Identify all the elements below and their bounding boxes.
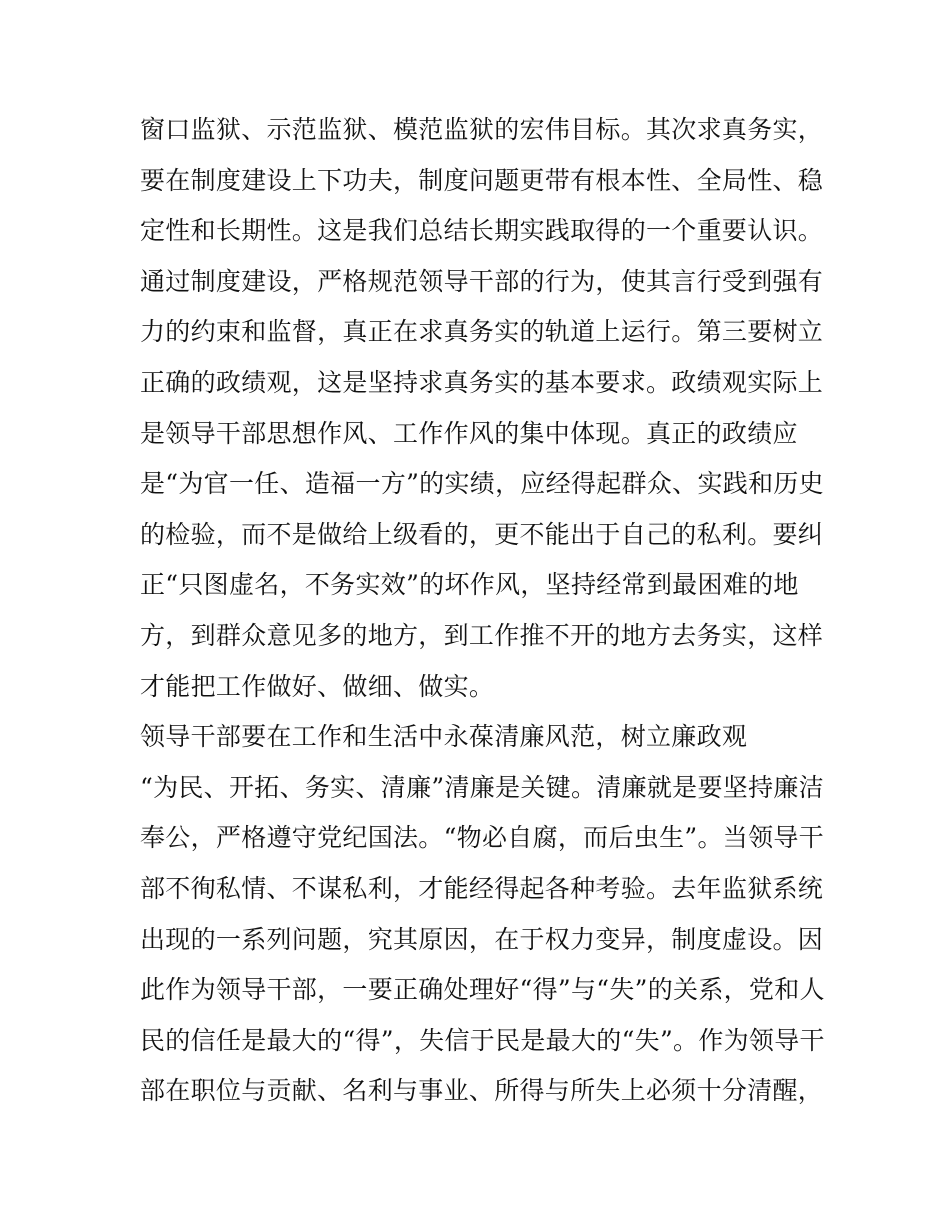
- text-line: 通过制度建设，严格规范领导干部的行为，使其言行受到强有: [140, 266, 824, 296]
- text-line: 方，到群众意见多的地方，到工作推不开的地方去务实，这样: [140, 620, 824, 650]
- text-line: 正确的政绩观，这是坚持求真务实的基本要求。政绩观实际上: [140, 367, 824, 397]
- text-line: 的检验，而不是做给上级看的，更不能出于自己的私利。要纠: [140, 519, 824, 549]
- text-line: 才能把工作做好、做细、做实。: [140, 671, 495, 701]
- text-line: 力的约束和监督，真正在求真务实的轨道上运行。第三要树立: [140, 317, 824, 347]
- text-line: 窗口监狱、示范监狱、模范监狱的宏伟目标。其次求真务实，: [140, 115, 824, 144]
- text-line: 是领导干部思想作风、工作作风的集中体现。真正的政绩应: [140, 418, 798, 448]
- text-line: “为民、开拓、务实、清廉”清廉是关键。清廉就是要坚持廉洁: [140, 772, 824, 802]
- text-line: 要在制度建设上下功夫，制度问题更带有根本性、全局性、稳: [140, 165, 824, 195]
- text-line: 正“只图虚名，不务实效”的坏作风，坚持经常到最困难的地: [140, 570, 799, 600]
- text-line: 部不徇私情、不谋私利，才能经得起各种考验。去年监狱系统: [140, 873, 824, 903]
- text-line: 民的信任是最大的“得”，失信于民是最大的“失”。作为领导干: [140, 1025, 825, 1055]
- text-line: 此作为领导干部，一要正确处理好“得”与“失”的关系，党和人: [140, 975, 825, 1005]
- text-line: 定性和长期性。这是我们总结长期实践取得的一个重要认识。: [140, 216, 824, 246]
- body-text: [140, 105, 825, 1117]
- text-line: 领导干部要在工作和生活中永葆清廉风范，树立廉政观: [140, 722, 748, 752]
- text-line: 奉公，严格遵守党纪国法。“物必自腐，而后虫生”。当领导干: [140, 823, 824, 853]
- text-line: 出现的一系列问题，究其原因，在于权力变异，制度虚设。因: [140, 924, 824, 954]
- text-line: 是“为官一任、造福一方”的实绩，应经得起群众、实践和历史: [140, 469, 824, 499]
- text-line: 部在职位与贡献、名利与事业、所得与所失上必须十分清醒，: [140, 1076, 824, 1106]
